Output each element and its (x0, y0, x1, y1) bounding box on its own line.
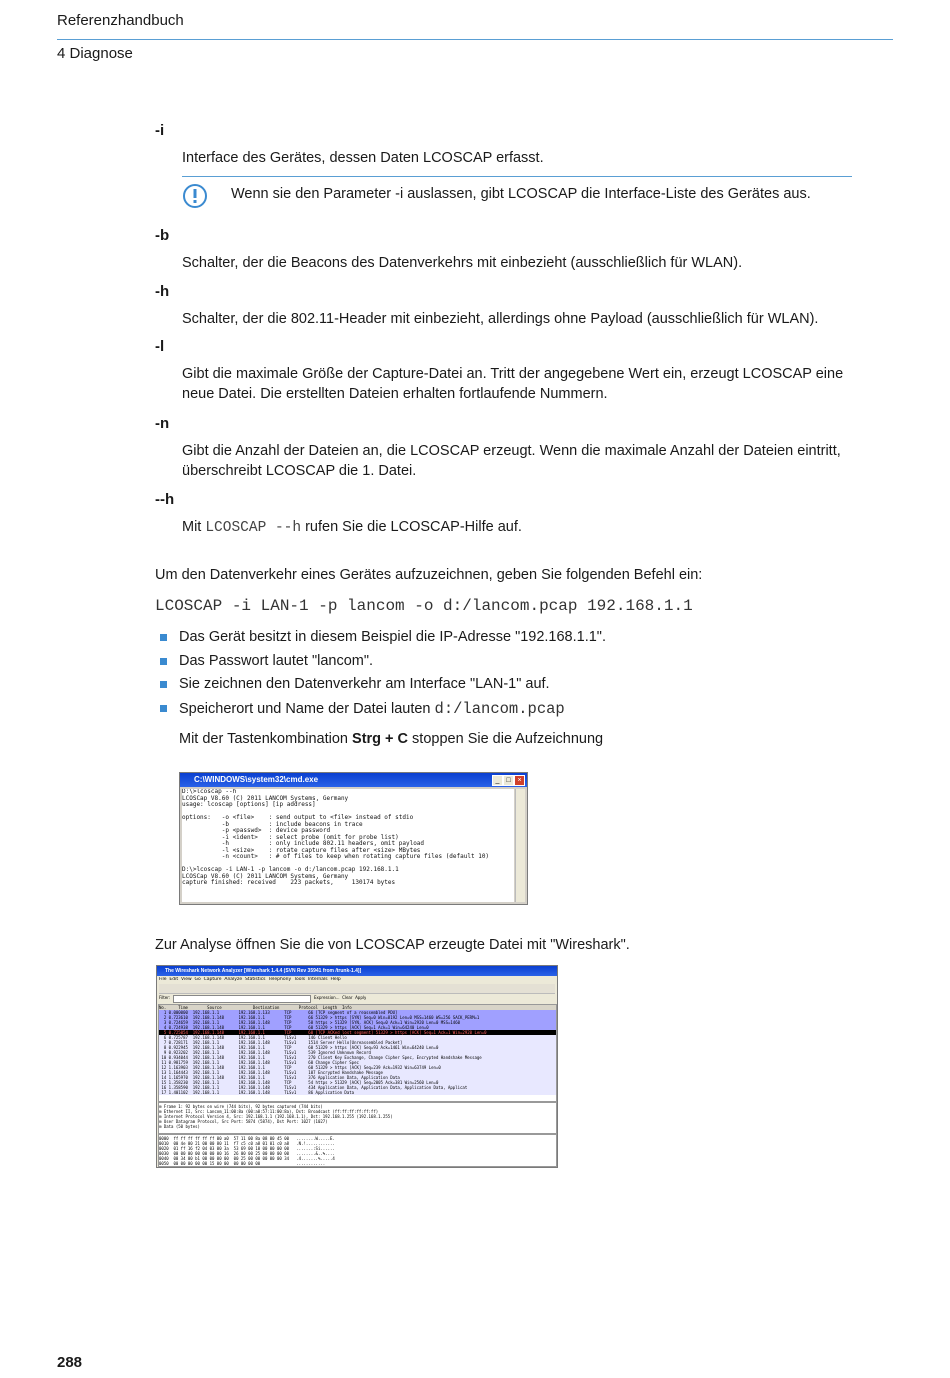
hex-row: 0000 ff ff ff ff ff ff 00 a0 57 11 00 8a 08 00 45 00 ........W.....E. (159, 1136, 335, 1141)
cmd-titlebar (180, 773, 527, 787)
maximize-icon: □ (503, 775, 514, 786)
packet-detail-row[interactable]: ⊞ Frame 1: 92 bytes on wire (744 bits), 92 bytes captured (744 bits) (159, 1104, 323, 1109)
packet-row[interactable]: 14 1.165970 192.168.1.148 192.168.1.1 TLSv1 376 Application Data, Application Data (159, 1075, 556, 1080)
page-number: 288 (57, 1354, 83, 1371)
param-n-desc: Gibt die Anzahl der Dateien an, die LCOSCAP erzeugt. Wenn die maximale Anzahl der Dateien eintritt, überschreibt LCOSCAP die 1. Datei. (182, 443, 841, 479)
packet-detail-row[interactable]: ⊞ Ethernet II, Src: Lancom_11:00:8a (00:a0:57:11:00:8a), Dst: Broadcast (ff:ff:ff:ff:ff:ff) (159, 1109, 379, 1114)
intro-text: Um den Datenverkehr eines Gerätes aufzuzeichnen, geben Sie folgenden Befehl ein: (155, 567, 703, 583)
wireshark-filter-label: Filter: (159, 995, 171, 1000)
packet-detail-row[interactable]: ⊞ User Datagram Protocol, Src Port: 5874 (5874), Dst Port: 1027 (1027) (159, 1119, 328, 1124)
packet-row[interactable]: 4 0.724938 192.168.1.148 192.168.1.1 TCP 60 51329 > https [ACK] Seq=1 Ack=1 Win=64240 Len=0 (159, 1025, 556, 1030)
bullet-item-4 (179, 700, 565, 718)
bullet-marker (160, 658, 167, 665)
packet-row[interactable]: 8 0.922945 192.168.1.148 192.168.1.1 TCP 60 51329 > https [ACK] Seq=93 Ack=1461 Win=64240 Len=0 (159, 1045, 556, 1050)
header-divider (57, 39, 893, 40)
wireshark-screenshot (156, 965, 558, 1168)
wireshark-packet-details (158, 1102, 557, 1134)
wireshark-menubar: File Edit View Go Capture Analyze Statistics Telephony Tools Internals Help (159, 977, 341, 982)
hex-row: 0040 00 34 00 b1 00 00 00 00 00 25 00 00 00 00 00 34 .4.......%.....4 (159, 1156, 335, 1161)
bullet4-code: d:/lancom.pcap (434, 700, 565, 718)
bullet-item-2: Das Passwort lautet "lancom". (179, 653, 374, 669)
packet-row[interactable]: 1 0.000000 192.168.1.1 192.168.1.133 TCP 66 [TCP segment of a reassembled PDU] (159, 1010, 556, 1015)
param-l-desc: Gibt die maximale Größe der Capture-Datei an. Tritt der angegebene Wert ein, erzeugt LCOSCAP eine neue Datei. Die erstellten Dateien erhalten fortlaufende Nummern. (182, 366, 844, 402)
param-help-desc (182, 517, 852, 538)
param-b-flag: -b (155, 227, 170, 244)
param-help-flag: --h (155, 491, 175, 508)
packet-row[interactable]: 17 1.401102 192.168.1.1 192.168.1.148 TLSv1 86 Application Data (159, 1090, 556, 1095)
param-h-flag: -h (155, 283, 170, 300)
wireshark-hex-pane (158, 1134, 557, 1167)
cmd-scrollbar (515, 789, 525, 902)
wireshark-filter-input (173, 995, 311, 1003)
packet-list-header: No. Time Source Destination Protocol Length Info (159, 1005, 556, 1010)
note-divider (182, 176, 852, 177)
param-i-flag: -i (155, 122, 165, 139)
stop-post: stoppen Sie die Aufzeichnung (408, 731, 604, 747)
bullet-item-1: Das Gerät besitzt in diesem Beispiel die IP-Adresse "192.168.1.1". (179, 629, 606, 645)
hex-row: 0030 00 00 00 00 00 00 00 16 26 00 00 25 00 00 00 00 ........&..%.... (159, 1151, 335, 1156)
hex-row: 0050 00 00 00 00 00 15 00 00 00 00 00 00 ............ (159, 1161, 326, 1166)
wireshark-toolbar (159, 984, 555, 994)
packet-row[interactable]: 9 0.923202 192.168.1.1 192.168.1.148 TLSv1 539 Ignored Unknown Record (159, 1050, 556, 1055)
packet-row[interactable]: 5 0.725054 192.168.1.148 192.168.1.1 TCP 60 [TCP ACKed lost segment] 51329 > https [ACK] Seq=1 Ack=1 Win=2920 Len=0 (159, 1030, 556, 1035)
param-i-desc: Interface des Gerätes, dessen Daten LCOSCAP erfasst. (182, 150, 544, 166)
wireshark-packet-list (158, 1004, 557, 1102)
cmd-console-output: D:\>lcoscap --h LCOSCap V8.60 (C) 2011 LANCOM Systems, Germany usage: lcoscap [options] [ip address] options: -o <file> : send output to <file> instead of stdio -b : include beacons in trace -p <passwd> : device password -i <ident> : select probe (omit for probe list) -h : only include 802.11 headers, omit payload -l <size> : rotate capture files after <size> MBytes -n <count> : # of files to keep when rotating capture files (default 10) D:\>lcoscap -i LAN-1 -p lancom -o d:/lancom.pcap 192.168.1.1 LCOSCap V8.60 (C) 2011 LANCOM Systems, Germany capture finished: received 223 packets, 130174 bytes (182, 789, 514, 902)
param-n-flag: -n (155, 415, 170, 432)
packet-row[interactable]: 2 0.723610 192.168.1.148 192.168.1.1 TCP 66 51329 > https [SYN] Seq=0 Win=8192 Len=0 MSS=1460 WS=256 SACK_PERM=1 (159, 1015, 556, 1020)
running-header-title: Referenzhandbuch (57, 12, 184, 29)
bullet-item-3: Sie zeichnen den Datenverkehr am Interface "LAN-1" auf. (179, 676, 550, 692)
param-l-flag: -l (155, 338, 165, 355)
packet-row[interactable]: 13 1.164443 192.168.1.1 192.168.1.148 TLSv1 107 Encrypted Handshake Message (159, 1070, 556, 1075)
running-header-chapter: 4 Diagnose (57, 45, 133, 62)
packet-detail-row[interactable]: ⊞ Internet Protocol Version 4, Src: 192.168.1.1 (192.168.1.1), Dst: 192.168.1.255 (192.168.1.255) (159, 1114, 393, 1119)
bullet-marker (160, 634, 167, 641)
bullet-marker (160, 681, 167, 688)
hex-row: 0020 01 ff 16 f2 04 03 00 3a 53 69 00 10 00 00 00 00 .......:Si...... (159, 1146, 335, 1151)
minimize-icon: _ (492, 775, 503, 786)
param-h-desc: Schalter, der die 802.11-Header mit einbezieht, allerdings ohne Payload (ausschließlich für WLAN). (182, 311, 819, 327)
cmd-title: C:\WINDOWS\system32\cmd.exe (194, 775, 319, 784)
packet-row[interactable]: 7 0.728171 192.168.1.1 192.168.1.148 TLSv1 1514 Server Hello[Unreassembled Packet] (159, 1040, 556, 1045)
param-b-desc: Schalter, der die Beacons des Datenverkehrs mit einbezieht (ausschließlich für WLAN). (182, 255, 743, 271)
analysis-text: Zur Analyse öffnen Sie die von LCOSCAP erzeugte Datei mit "Wireshark". (155, 937, 630, 953)
bullet4-pre: Speicherort und Name der Datei lauten (179, 701, 435, 717)
help-desc-code: LCOSCAP --h (205, 520, 302, 536)
stop-pre: Mit der Tastenkombination (179, 731, 353, 747)
stop-keys: Strg + C (352, 731, 409, 747)
help-desc-pre: Mit (182, 519, 206, 535)
packet-row[interactable]: 15 1.358230 192.168.1.1 192.168.1.148 TCP 54 https > 51329 [ACK] Seq=2005 Ack=381 Win=2560 Len=0 (159, 1080, 556, 1085)
note-text: Wenn sie den Parameter -i auslassen, gibt LCOSCAP die Interface-Liste des Gerätes aus. (231, 186, 811, 202)
hex-row: 0010 00 4e 00 21 00 00 80 11 f7 c5 c0 a8 01 01 c0 a8 .N.!............ (159, 1141, 335, 1146)
close-icon: × (514, 775, 525, 786)
bullet-marker (160, 705, 167, 712)
cmd-window-screenshot (179, 772, 528, 905)
packet-detail-row[interactable]: ⊞ Data (50 bytes) (159, 1124, 200, 1129)
packet-row[interactable]: 12 1.163903 192.168.1.148 192.168.1.1 TCP 60 51329 > https [ACK] Seq=239 Ack=1932 Win=63749 Len=0 (159, 1065, 556, 1070)
stop-instruction (179, 731, 603, 747)
packet-row[interactable]: 3 0.724659 192.168.1.1 192.168.1.148 TCP 58 https > 51329 [SYN, ACK] Seq=0 Ack=1 Win=2920 Len=0 MSS=1460 (159, 1020, 556, 1025)
wireshark-title: The Wireshark Network Analyzer [Wireshark 1.4.4 (SVN Rev 35941 from /trunk-1.4)] (165, 968, 362, 974)
warning-icon (182, 183, 208, 209)
wireshark-titlebar (157, 966, 557, 976)
wireshark-filter-actions: Expression... Clear Apply (314, 995, 367, 1000)
packet-row[interactable]: 10 0.934044 192.168.1.148 192.168.1.1 TLSv1 270 Client Key Exchange, Change Cipher Spec, Encrypted Handshake Message (159, 1055, 556, 1060)
packet-row[interactable]: 16 1.358590 192.168.1.1 192.168.1.148 TLSv1 434 Application Data, Application Data, Application Data, Applicat (159, 1085, 556, 1090)
packet-row[interactable]: 6 0.725787 192.168.1.148 192.168.1.1 TLSv1 146 Client Hello (159, 1035, 556, 1040)
help-desc-post: rufen Sie die LCOSCAP-Hilfe auf. (301, 519, 522, 535)
packet-row[interactable]: 11 0.981759 192.168.1.1 192.168.1.148 TLSv1 60 Change Cipher Spec (159, 1060, 556, 1065)
command-example: LCOSCAP -i LAN-1 -p lancom -o d:/lancom.pcap 192.168.1.1 (155, 597, 693, 615)
